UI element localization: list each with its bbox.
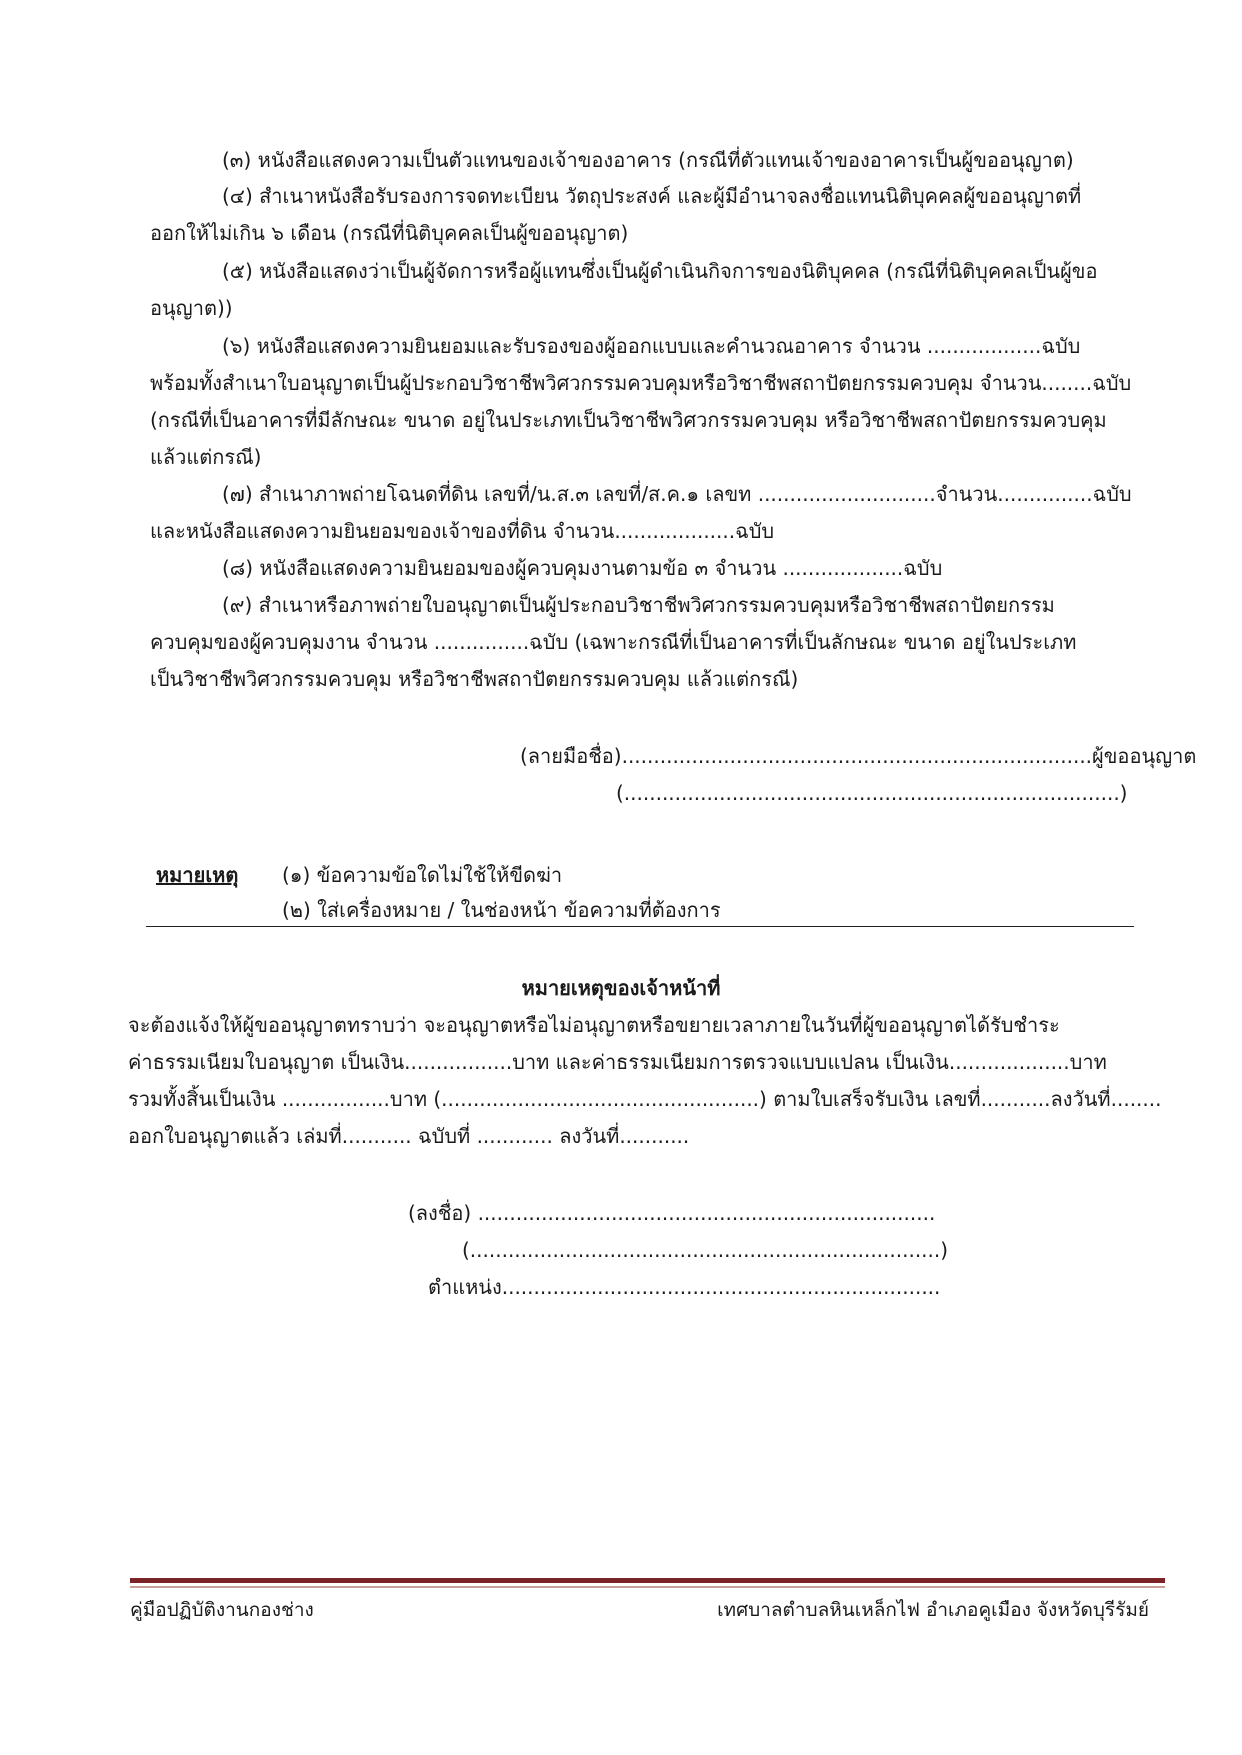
remarks-divider bbox=[146, 926, 1134, 927]
footer-rule-dark bbox=[130, 1578, 1165, 1583]
remarks-item-1: (๑) ข้อความข้อใดไม่ใช้ให้ขีดฆ่า bbox=[282, 863, 563, 887]
requirement-4-cont: ออกให้ไม่เกิน ๖ เดือน (กรณีที่นิติบุคคลเป็นผู้ขออนุญาต) bbox=[150, 221, 629, 245]
requirement-6-cont3: แล้วแต่กรณี) bbox=[150, 445, 262, 469]
requirement-8: (๘) หนังสือแสดงความยินยอมของผู้ควบคุมงานตามข้อ ๓ จำนวน ...................ฉบับ bbox=[222, 556, 943, 580]
officer-notes-line-3: รวมทั้งสิ้นเป็นเงิน .................บาท (..................................................) ตามใบเสร็จรับเงิน เลขที่...........ลงวันที่........ bbox=[128, 1087, 1162, 1111]
requirement-9: (๙) สำเนาหรือภาพถ่ายใบอนุญาตเป็นผู้ประกอบวิชาชีพวิศวกรรมควบคุมหรือวิชาชีพสถาปัตยกรรม bbox=[222, 593, 1055, 617]
requirement-7: (๗) สำเนาภาพถ่ายโฉนดที่ดิน เลขที่/น.ส.๓ เลขที่/ส.ค.๑ เลขท ............................จำนวน...............ฉบับ bbox=[222, 482, 1132, 506]
requirement-6-cont: พร้อมทั้งสำเนาใบอนุญาตเป็นผู้ประกอบวิชาชีพวิศวกรรมควบคุมหรือวิชาชีพสถาปัตยกรรมควบคุม จำนวน........ฉบับ bbox=[150, 371, 1132, 395]
requirement-5-cont: อนุญาต)) bbox=[150, 296, 233, 320]
requirement-4: (๔) สำเนาหนังสือรับรองการจดทะเบียน วัตถุประสงค์ และผู้มีอำนาจลงชื่อแทนนิติบุคคลผู้ขออนุญาตที่ bbox=[222, 184, 1082, 208]
applicant-signature-line: (ลายมือชื่อ)..........................................................................ผู้ขออนุญาต bbox=[520, 744, 1197, 768]
officer-name-line: (..........................................................................) bbox=[462, 1238, 949, 1262]
footer-left-text: คู่มือปฏิบัติงานกองช่าง bbox=[130, 1599, 314, 1621]
requirement-9-cont2: เป็นวิชาชีพวิศวกรรมควบคุม หรือวิชาชีพสถาปัตยกรรมควบคุม แล้วแต่กรณี) bbox=[150, 667, 799, 691]
officer-signature-line: (ลงชื่อ) ........................................................................ bbox=[408, 1201, 936, 1225]
requirement-7-cont: และหนังสือแสดงความยินยอมของเจ้าของที่ดิน จำนวน...................ฉบับ bbox=[150, 519, 775, 543]
requirement-6-cont2: (กรณีที่เป็นอาคารที่มีลักษณะ ขนาด อยู่ในประเภทเป็นวิชาชีพวิศวกรรมควบคุม หรือวิชาชีพสถาปัตยกรรมควบคุม bbox=[150, 408, 1107, 432]
requirement-6: (๖) หนังสือแสดงความยินยอมและรับรองของผู้ออกแบบและคำนวณอาคาร จำนวน ..................ฉบับ bbox=[222, 334, 1081, 358]
requirement-3: (๓) หนังสือแสดงความเป็นตัวแทนของเจ้าของอาคาร (กรณีที่ตัวแทนเจ้าของอาคารเป็นผู้ขออนุญาต) bbox=[222, 148, 1074, 172]
footer-right-text: เทศบาลตำบลหินเหล็กไฟ อำเภอคูเมือง จังหวัดบุรีรัมย์ bbox=[717, 1599, 1149, 1621]
officer-notes-title: หมายเหตุของเจ้าหน้าที่ bbox=[521, 976, 721, 1000]
remarks-label: หมายเหตุ bbox=[156, 863, 239, 887]
requirement-9-cont: ควบคุมของผู้ควบคุมงาน จำนวน ...............ฉบับ (เฉพาะกรณีที่เป็นอาคารที่เป็นลักษณะ ขนาด อยู่ในประเภท bbox=[150, 630, 1077, 654]
officer-notes-line-4: ออกใบอนุญาตแล้ว เล่มที่........... ฉบับที่ ............ ลงวันที่........... bbox=[128, 1124, 690, 1148]
officer-position-line: ตำแหน่ง..................................................................... bbox=[428, 1275, 941, 1299]
officer-notes-line-2: ค่าธรรมเนียมใบอนุญาต เป็นเงิน.................บาท และค่าธรรมเนียมการตรวจแบบแปลน เป็นเงิน...................บาท bbox=[128, 1050, 1107, 1074]
officer-notes-line-1: จะต้องแจ้งให้ผู้ขออนุญาตทราบว่า จะอนุญาตหรือไม่อนุญาตหรือขยายเวลาภายในวันที่ผู้ขออนุญาตได้รับชำระ bbox=[128, 1013, 1060, 1037]
remarks-item-2: (๒) ใส่เครื่องหมาย / ในช่องหน้า ข้อความที่ต้องการ bbox=[282, 898, 721, 922]
footer-rule-light bbox=[130, 1586, 1165, 1588]
applicant-name-line: (..............................................................................) bbox=[616, 781, 1128, 805]
requirement-5: (๕) หนังสือแสดงว่าเป็นผู้จัดการหรือผู้แทนซึ่งเป็นผู้ดำเนินกิจการของนิติบุคคล (กรณีที่นิติบุคคลเป็นผู้ขอ bbox=[222, 259, 1098, 283]
